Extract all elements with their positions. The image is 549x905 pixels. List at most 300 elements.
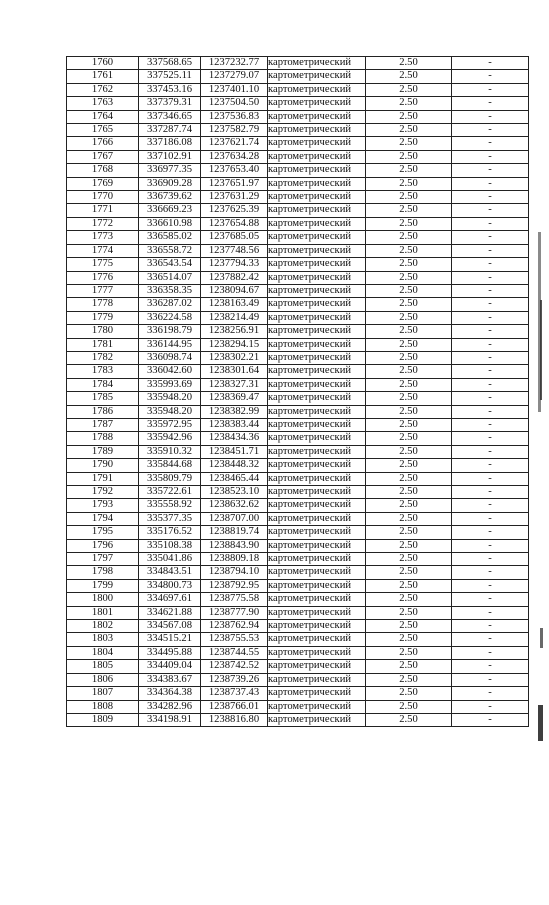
- note-cell: -: [452, 566, 529, 579]
- table-row: [67, 124, 529, 137]
- x-coordinate-cell: 337525.11: [139, 70, 201, 83]
- note-cell: -: [452, 271, 529, 284]
- method-cell: картометрический: [268, 137, 366, 150]
- table-row: [67, 526, 529, 539]
- y-coordinate-cell: 1238383.44: [201, 418, 268, 431]
- table-row: [67, 164, 529, 177]
- point-number-cell: 1773: [67, 231, 139, 244]
- point-number-cell: 1793: [67, 499, 139, 512]
- table-row: [67, 57, 529, 70]
- method-cell: картометрический: [268, 512, 366, 525]
- point-number-cell: 1764: [67, 110, 139, 123]
- method-cell: картометрический: [268, 713, 366, 726]
- point-number-cell: 1791: [67, 472, 139, 485]
- y-coordinate-cell: 1238523.10: [201, 486, 268, 499]
- y-coordinate-cell: 1238742.52: [201, 660, 268, 673]
- note-cell: -: [452, 338, 529, 351]
- x-coordinate-cell: 336098.74: [139, 351, 201, 364]
- table-row: [67, 432, 529, 445]
- accuracy-cell: 2.50: [366, 378, 452, 391]
- y-coordinate-cell: 1238707.00: [201, 512, 268, 525]
- coordinates-table: [66, 56, 529, 727]
- method-cell: картометрический: [268, 687, 366, 700]
- accuracy-cell: 2.50: [366, 298, 452, 311]
- point-number-cell: 1799: [67, 579, 139, 592]
- table-row: [67, 566, 529, 579]
- method-cell: картометрический: [268, 177, 366, 190]
- accuracy-cell: 2.50: [366, 713, 452, 726]
- x-coordinate-cell: 334567.08: [139, 620, 201, 633]
- table-row: [67, 579, 529, 592]
- note-cell: -: [452, 284, 529, 297]
- point-number-cell: 1775: [67, 258, 139, 271]
- y-coordinate-cell: 1238737.43: [201, 687, 268, 700]
- accuracy-cell: 2.50: [366, 271, 452, 284]
- x-coordinate-cell: 336198.79: [139, 325, 201, 338]
- x-coordinate-cell: 335948.20: [139, 392, 201, 405]
- note-cell: -: [452, 137, 529, 150]
- method-cell: картометрический: [268, 258, 366, 271]
- x-coordinate-cell: 336224.58: [139, 311, 201, 324]
- method-cell: картометрический: [268, 271, 366, 284]
- method-cell: картометрический: [268, 606, 366, 619]
- y-coordinate-cell: 1237625.39: [201, 204, 268, 217]
- note-cell: -: [452, 351, 529, 364]
- x-coordinate-cell: 336585.02: [139, 231, 201, 244]
- y-coordinate-cell: 1237653.40: [201, 164, 268, 177]
- y-coordinate-cell: 1238302.21: [201, 351, 268, 364]
- x-coordinate-cell: 336514.07: [139, 271, 201, 284]
- x-coordinate-cell: 334383.67: [139, 673, 201, 686]
- point-number-cell: 1798: [67, 566, 139, 579]
- y-coordinate-cell: 1237794.33: [201, 258, 268, 271]
- table-row: [67, 553, 529, 566]
- method-cell: картометрический: [268, 57, 366, 70]
- table-row: [67, 365, 529, 378]
- note-cell: -: [452, 713, 529, 726]
- method-cell: картометрический: [268, 70, 366, 83]
- scan-edge-mark: [538, 705, 543, 741]
- accuracy-cell: 2.50: [366, 472, 452, 485]
- y-coordinate-cell: 1238163.49: [201, 298, 268, 311]
- method-cell: картометрический: [268, 191, 366, 204]
- y-coordinate-cell: 1238755.53: [201, 633, 268, 646]
- method-cell: картометрический: [268, 499, 366, 512]
- accuracy-cell: 2.50: [366, 553, 452, 566]
- y-coordinate-cell: 1238294.15: [201, 338, 268, 351]
- point-number-cell: 1761: [67, 70, 139, 83]
- point-number-cell: 1802: [67, 620, 139, 633]
- y-coordinate-cell: 1238792.95: [201, 579, 268, 592]
- accuracy-cell: 2.50: [366, 593, 452, 606]
- x-coordinate-cell: 334364.38: [139, 687, 201, 700]
- table-row: [67, 512, 529, 525]
- method-cell: картометрический: [268, 432, 366, 445]
- y-coordinate-cell: 1237232.77: [201, 57, 268, 70]
- accuracy-cell: 2.50: [366, 231, 452, 244]
- y-coordinate-cell: 1238382.99: [201, 405, 268, 418]
- note-cell: -: [452, 673, 529, 686]
- point-number-cell: 1785: [67, 392, 139, 405]
- table-row: [67, 338, 529, 351]
- table-row: [67, 83, 529, 96]
- point-number-cell: 1803: [67, 633, 139, 646]
- note-cell: -: [452, 110, 529, 123]
- method-cell: картометрический: [268, 204, 366, 217]
- x-coordinate-cell: 334843.51: [139, 566, 201, 579]
- note-cell: -: [452, 244, 529, 257]
- point-number-cell: 1762: [67, 83, 139, 96]
- accuracy-cell: 2.50: [366, 687, 452, 700]
- accuracy-cell: 2.50: [366, 124, 452, 137]
- note-cell: -: [452, 258, 529, 271]
- x-coordinate-cell: 334409.04: [139, 660, 201, 673]
- note-cell: -: [452, 97, 529, 110]
- point-number-cell: 1801: [67, 606, 139, 619]
- y-coordinate-cell: 1237631.29: [201, 191, 268, 204]
- point-number-cell: 1796: [67, 539, 139, 552]
- note-cell: -: [452, 57, 529, 70]
- note-cell: -: [452, 124, 529, 137]
- y-coordinate-cell: 1237685.05: [201, 231, 268, 244]
- table-row: [67, 271, 529, 284]
- method-cell: картометрический: [268, 124, 366, 137]
- accuracy-cell: 2.50: [366, 405, 452, 418]
- method-cell: картометрический: [268, 365, 366, 378]
- note-cell: -: [452, 445, 529, 458]
- x-coordinate-cell: 336358.35: [139, 284, 201, 297]
- note-cell: -: [452, 418, 529, 431]
- y-coordinate-cell: 1238739.26: [201, 673, 268, 686]
- table-row: [67, 244, 529, 257]
- method-cell: картометрический: [268, 553, 366, 566]
- point-number-cell: 1800: [67, 593, 139, 606]
- point-number-cell: 1792: [67, 486, 139, 499]
- method-cell: картометрический: [268, 566, 366, 579]
- x-coordinate-cell: 336909.28: [139, 177, 201, 190]
- point-number-cell: 1777: [67, 284, 139, 297]
- point-number-cell: 1807: [67, 687, 139, 700]
- point-number-cell: 1772: [67, 217, 139, 230]
- table-row: [67, 633, 529, 646]
- x-coordinate-cell: 335910.32: [139, 445, 201, 458]
- scan-edge-mark: [540, 628, 543, 648]
- accuracy-cell: 2.50: [366, 539, 452, 552]
- note-cell: -: [452, 539, 529, 552]
- accuracy-cell: 2.50: [366, 459, 452, 472]
- table-row: [67, 177, 529, 190]
- point-number-cell: 1806: [67, 673, 139, 686]
- table-row: [67, 97, 529, 110]
- point-number-cell: 1784: [67, 378, 139, 391]
- y-coordinate-cell: 1238794.10: [201, 566, 268, 579]
- table-row: [67, 472, 529, 485]
- note-cell: -: [452, 486, 529, 499]
- point-number-cell: 1769: [67, 177, 139, 190]
- x-coordinate-cell: 334198.91: [139, 713, 201, 726]
- accuracy-cell: 2.50: [366, 673, 452, 686]
- y-coordinate-cell: 1238777.90: [201, 606, 268, 619]
- method-cell: картометрический: [268, 298, 366, 311]
- accuracy-cell: 2.50: [366, 164, 452, 177]
- x-coordinate-cell: 337453.16: [139, 83, 201, 96]
- point-number-cell: 1804: [67, 646, 139, 659]
- x-coordinate-cell: 336287.02: [139, 298, 201, 311]
- point-number-cell: 1782: [67, 351, 139, 364]
- accuracy-cell: 2.50: [366, 217, 452, 230]
- x-coordinate-cell: 337186.08: [139, 137, 201, 150]
- y-coordinate-cell: 1237882.42: [201, 271, 268, 284]
- method-cell: картометрический: [268, 646, 366, 659]
- method-cell: картометрический: [268, 231, 366, 244]
- point-number-cell: 1776: [67, 271, 139, 284]
- method-cell: картометрический: [268, 418, 366, 431]
- accuracy-cell: 2.50: [366, 110, 452, 123]
- accuracy-cell: 2.50: [366, 512, 452, 525]
- note-cell: -: [452, 217, 529, 230]
- method-cell: картометрический: [268, 244, 366, 257]
- accuracy-cell: 2.50: [366, 97, 452, 110]
- y-coordinate-cell: 1238775.58: [201, 593, 268, 606]
- table-row: [67, 217, 529, 230]
- x-coordinate-cell: 336669.23: [139, 204, 201, 217]
- table-row: [67, 646, 529, 659]
- y-coordinate-cell: 1238465.44: [201, 472, 268, 485]
- method-cell: картометрический: [268, 311, 366, 324]
- y-coordinate-cell: 1237634.28: [201, 150, 268, 163]
- y-coordinate-cell: 1237536.83: [201, 110, 268, 123]
- note-cell: -: [452, 164, 529, 177]
- point-number-cell: 1786: [67, 405, 139, 418]
- x-coordinate-cell: 335041.86: [139, 553, 201, 566]
- accuracy-cell: 2.50: [366, 57, 452, 70]
- accuracy-cell: 2.50: [366, 311, 452, 324]
- method-cell: картометрический: [268, 459, 366, 472]
- method-cell: картометрический: [268, 284, 366, 297]
- x-coordinate-cell: 334282.96: [139, 700, 201, 713]
- method-cell: картометрический: [268, 338, 366, 351]
- accuracy-cell: 2.50: [366, 499, 452, 512]
- method-cell: картометрический: [268, 83, 366, 96]
- x-coordinate-cell: 336042.60: [139, 365, 201, 378]
- accuracy-cell: 2.50: [366, 566, 452, 579]
- note-cell: -: [452, 579, 529, 592]
- table-row: [67, 713, 529, 726]
- x-coordinate-cell: 334800.73: [139, 579, 201, 592]
- point-number-cell: 1790: [67, 459, 139, 472]
- table-row: [67, 110, 529, 123]
- note-cell: -: [452, 512, 529, 525]
- point-number-cell: 1760: [67, 57, 139, 70]
- note-cell: -: [452, 378, 529, 391]
- point-number-cell: 1765: [67, 124, 139, 137]
- y-coordinate-cell: 1238762.94: [201, 620, 268, 633]
- accuracy-cell: 2.50: [366, 191, 452, 204]
- note-cell: -: [452, 700, 529, 713]
- note-cell: -: [452, 204, 529, 217]
- x-coordinate-cell: 337379.31: [139, 97, 201, 110]
- x-coordinate-cell: 334515.21: [139, 633, 201, 646]
- method-cell: картометрический: [268, 164, 366, 177]
- y-coordinate-cell: 1238819.74: [201, 526, 268, 539]
- table-row: [67, 351, 529, 364]
- point-number-cell: 1783: [67, 365, 139, 378]
- accuracy-cell: 2.50: [366, 70, 452, 83]
- y-coordinate-cell: 1237504.50: [201, 97, 268, 110]
- point-number-cell: 1774: [67, 244, 139, 257]
- y-coordinate-cell: 1238744.55: [201, 646, 268, 659]
- accuracy-cell: 2.50: [366, 660, 452, 673]
- x-coordinate-cell: 335948.20: [139, 405, 201, 418]
- x-coordinate-cell: 336739.62: [139, 191, 201, 204]
- x-coordinate-cell: 335176.52: [139, 526, 201, 539]
- y-coordinate-cell: 1238256.91: [201, 325, 268, 338]
- note-cell: -: [452, 499, 529, 512]
- table-row: [67, 311, 529, 324]
- accuracy-cell: 2.50: [366, 177, 452, 190]
- accuracy-cell: 2.50: [366, 244, 452, 257]
- y-coordinate-cell: 1237582.79: [201, 124, 268, 137]
- table-row: [67, 445, 529, 458]
- x-coordinate-cell: 335809.79: [139, 472, 201, 485]
- accuracy-cell: 2.50: [366, 700, 452, 713]
- accuracy-cell: 2.50: [366, 646, 452, 659]
- table-row: [67, 231, 529, 244]
- y-coordinate-cell: 1237748.56: [201, 244, 268, 257]
- note-cell: -: [452, 231, 529, 244]
- method-cell: картометрический: [268, 97, 366, 110]
- method-cell: картометрический: [268, 593, 366, 606]
- point-number-cell: 1767: [67, 150, 139, 163]
- method-cell: картометрический: [268, 150, 366, 163]
- table-row: [67, 539, 529, 552]
- note-cell: -: [452, 633, 529, 646]
- x-coordinate-cell: 334495.88: [139, 646, 201, 659]
- table-row: [67, 593, 529, 606]
- table-row: [67, 378, 529, 391]
- accuracy-cell: 2.50: [366, 150, 452, 163]
- accuracy-cell: 2.50: [366, 365, 452, 378]
- table-row: [67, 405, 529, 418]
- point-number-cell: 1808: [67, 700, 139, 713]
- point-number-cell: 1781: [67, 338, 139, 351]
- note-cell: -: [452, 298, 529, 311]
- y-coordinate-cell: 1238843.90: [201, 539, 268, 552]
- y-coordinate-cell: 1238451.71: [201, 445, 268, 458]
- x-coordinate-cell: 335377.35: [139, 512, 201, 525]
- accuracy-cell: 2.50: [366, 486, 452, 499]
- note-cell: -: [452, 606, 529, 619]
- accuracy-cell: 2.50: [366, 526, 452, 539]
- accuracy-cell: 2.50: [366, 418, 452, 431]
- method-cell: картометрический: [268, 405, 366, 418]
- note-cell: -: [452, 83, 529, 96]
- accuracy-cell: 2.50: [366, 284, 452, 297]
- accuracy-cell: 2.50: [366, 432, 452, 445]
- method-cell: картометрический: [268, 700, 366, 713]
- point-number-cell: 1763: [67, 97, 139, 110]
- x-coordinate-cell: 335942.96: [139, 432, 201, 445]
- x-coordinate-cell: 336543.54: [139, 258, 201, 271]
- table-row: [67, 660, 529, 673]
- point-number-cell: 1787: [67, 418, 139, 431]
- y-coordinate-cell: 1237651.97: [201, 177, 268, 190]
- method-cell: картометрический: [268, 325, 366, 338]
- method-cell: картометрический: [268, 378, 366, 391]
- method-cell: картометрический: [268, 579, 366, 592]
- point-number-cell: 1789: [67, 445, 139, 458]
- accuracy-cell: 2.50: [366, 83, 452, 96]
- table-row: [67, 459, 529, 472]
- method-cell: картометрический: [268, 445, 366, 458]
- note-cell: -: [452, 687, 529, 700]
- note-cell: -: [452, 311, 529, 324]
- table-row: [67, 687, 529, 700]
- point-number-cell: 1770: [67, 191, 139, 204]
- table-row: [67, 191, 529, 204]
- x-coordinate-cell: 337287.74: [139, 124, 201, 137]
- y-coordinate-cell: 1238448.32: [201, 459, 268, 472]
- coordinates-table-body: [67, 57, 529, 727]
- x-coordinate-cell: 335993.69: [139, 378, 201, 391]
- x-coordinate-cell: 335972.95: [139, 418, 201, 431]
- table-row: [67, 325, 529, 338]
- accuracy-cell: 2.50: [366, 325, 452, 338]
- accuracy-cell: 2.50: [366, 137, 452, 150]
- y-coordinate-cell: 1238434.36: [201, 432, 268, 445]
- point-number-cell: 1809: [67, 713, 139, 726]
- y-coordinate-cell: 1237654.88: [201, 217, 268, 230]
- x-coordinate-cell: 337568.65: [139, 57, 201, 70]
- accuracy-cell: 2.50: [366, 579, 452, 592]
- accuracy-cell: 2.50: [366, 392, 452, 405]
- y-coordinate-cell: 1238327.31: [201, 378, 268, 391]
- y-coordinate-cell: 1238214.49: [201, 311, 268, 324]
- method-cell: картометрический: [268, 526, 366, 539]
- accuracy-cell: 2.50: [366, 606, 452, 619]
- method-cell: картометрический: [268, 660, 366, 673]
- x-coordinate-cell: 334621.88: [139, 606, 201, 619]
- accuracy-cell: 2.50: [366, 351, 452, 364]
- table-row: [67, 486, 529, 499]
- x-coordinate-cell: 335558.92: [139, 499, 201, 512]
- y-coordinate-cell: 1238632.62: [201, 499, 268, 512]
- x-coordinate-cell: 336977.35: [139, 164, 201, 177]
- table-row: [67, 70, 529, 83]
- y-coordinate-cell: 1238369.47: [201, 392, 268, 405]
- point-number-cell: 1779: [67, 311, 139, 324]
- x-coordinate-cell: 337102.91: [139, 150, 201, 163]
- table-row: [67, 673, 529, 686]
- method-cell: картометрический: [268, 539, 366, 552]
- method-cell: картометрический: [268, 620, 366, 633]
- y-coordinate-cell: 1237401.10: [201, 83, 268, 96]
- note-cell: -: [452, 553, 529, 566]
- y-coordinate-cell: 1238816.80: [201, 713, 268, 726]
- note-cell: -: [452, 70, 529, 83]
- x-coordinate-cell: 335722.61: [139, 486, 201, 499]
- accuracy-cell: 2.50: [366, 338, 452, 351]
- table-row: [67, 392, 529, 405]
- x-coordinate-cell: 336558.72: [139, 244, 201, 257]
- method-cell: картометрический: [268, 486, 366, 499]
- y-coordinate-cell: 1238766.01: [201, 700, 268, 713]
- accuracy-cell: 2.50: [366, 633, 452, 646]
- table-row: [67, 284, 529, 297]
- point-number-cell: 1788: [67, 432, 139, 445]
- table-row: [67, 418, 529, 431]
- table-row: [67, 499, 529, 512]
